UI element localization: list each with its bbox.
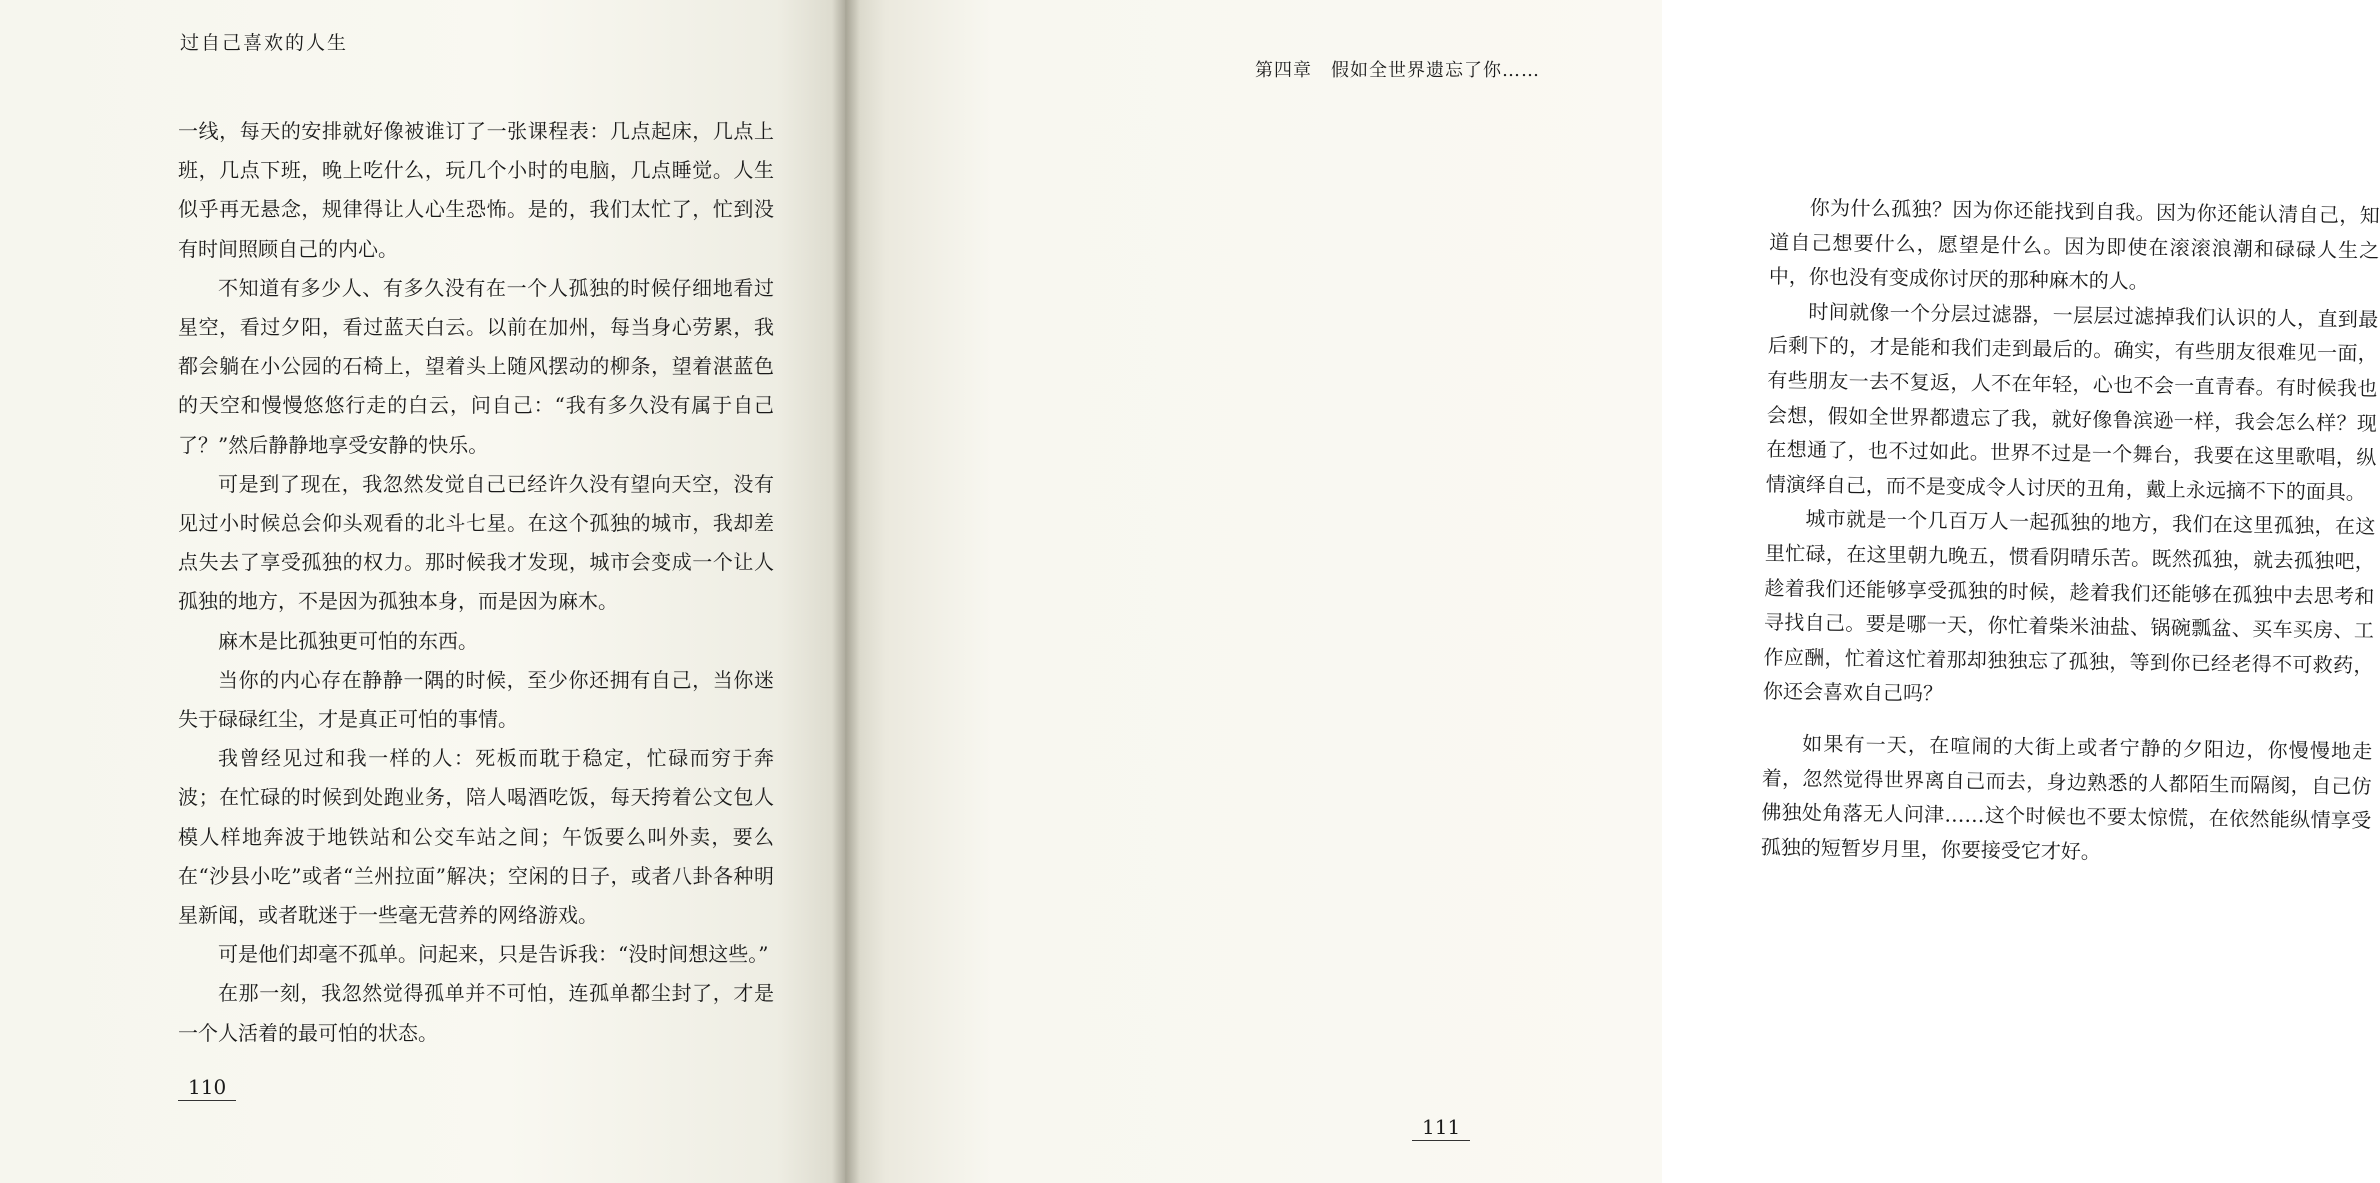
body-paragraph: 麻木是比孤独更可怕的东西。: [218, 628, 478, 653]
left-body-text: [178, 112, 774, 1053]
running-head-book-title: 过自己喜欢的人生: [180, 32, 349, 54]
body-paragraph: 时间就像一个分层过滤器，一层层过滤掉我们认识的人，直到最后剩下的，才是能和我们走到最后的。确实，有些朋友很难见一面，有些朋友一去不复返，人不在年轻，心也不会一直青春。有时候我也会想，假如全世界都遗忘了我，就好像鲁滨逊一样，我会怎么样？现在想通了，也不过如此。世界不过是一个舞台，我要在这里歌唱，纵情演绎自己，而不是变成令人讨厌的丑角，戴上永远摘不下的面具。: [1765, 299, 2379, 505]
body-paragraph: 你为什么孤独？因为你还能找到自我。因为你还能认清自己，知道自己想要什么，愿望是什么。因为即使在滚滚浪潮和碌碌人生之中，你也没有变成你讨厌的那种麻木的人。: [1768, 195, 2380, 294]
right-page: [845, 0, 2380, 1183]
body-paragraph: 我曾经见过和我一样的人：死板而耽于稳定，忙碌而穷于奔波；在忙碌的时候到处跑业务，陪人喝酒吃饭，每天挎着公文包人模人样地奔波于地铁站和公交车站之间；午饭要么叫外卖，要么在“沙县小吃”或者“兰州拉面”解决；空闲的日子，或者八卦各种明星新闻，或者耽迷于一些毫无营养的网络游戏。: [178, 746, 774, 928]
page-number-right: 111: [1412, 1115, 1470, 1141]
body-paragraph: 当你的内心存在静静一隅的时候，至少你还拥有自己，当你迷失于碌碌红尘，才是真正可怕的事情。: [178, 667, 774, 732]
body-paragraph: 如果有一天，在喧闹的大街上或者宁静的夕阳边，你慢慢地走着，忽然觉得世界离自己而去，身边熟悉的人都陌生而隔阂，自己仿佛独处角落无人问津……这个时候也不要太惊慌，在依然能纵情享受孤独的短暂岁月里，你要接受它才好。: [1760, 731, 2373, 864]
book-gutter-shadow: [832, 0, 860, 1183]
page-number-left: 110: [178, 1075, 236, 1101]
body-paragraph: 不知道有多少人、有多久没有在一个人孤独的时候仔细地看过星空，看过夕阳，看过蓝天白云。以前在加州，每当身心劳累，我都会躺在小公园的石椅上，望着头上随风摆动的柳条，望着湛蓝色的天空和慢慢悠悠行走的白云，问自己：“我有多久没有属于自己了？”然后静静地享受安静的快乐。: [178, 275, 774, 457]
body-paragraph: 可是到了现在，我忽然发觉自己已经许久没有望向天空，没有见过小时候总会仰头观看的北斗七星。在这个孤独的城市，我却差点失去了享受孤独的权力。那时候我才发现，城市会变成一个让人孤独的地方，不是因为孤独本身，而是因为麻木。: [178, 471, 774, 614]
left-page: [0, 0, 845, 1183]
body-paragraph: 一线，每天的安排就好像被谁订了一张课程表：几点起床，几点上班，几点下班，晚上吃什么，玩几个小时的电脑，几点睡觉。人生似乎再无悬念，规律得让人心生恐怖。是的，我们太忙了，忙到没有时间照顾自己的内心。: [178, 119, 774, 261]
running-head-chapter-title: 第四章 假如全世界遗忘了你……: [1255, 60, 1540, 81]
body-paragraph: 城市就是一个几百万人一起孤独的地方，我们在这里孤独，在这里忙碌，在这里朝九晚五，惯看阴晴乐苦。既然孤独，就去孤独吧，趁着我们还能够享受孤独的时候，趁着我们还能够在孤独中去思考和寻找自己。要是哪一天，你忙着柴米油盐、锅碗瓢盆、买车买房、工作应酬，忙着这忙着那却独独忘了孤独，等到你已经老得不可救药，你还会喜欢自己吗？: [1762, 506, 2376, 706]
right-body-text: [1761, 190, 2380, 873]
body-paragraph: 可是他们却毫不孤单。问起来，只是告诉我：“没时间想这些。”: [218, 942, 769, 967]
body-paragraph: 在那一刻，我忽然觉得孤单并不可怕，连孤单都尘封了，才是一个人活着的最可怕的状态。: [178, 981, 774, 1045]
